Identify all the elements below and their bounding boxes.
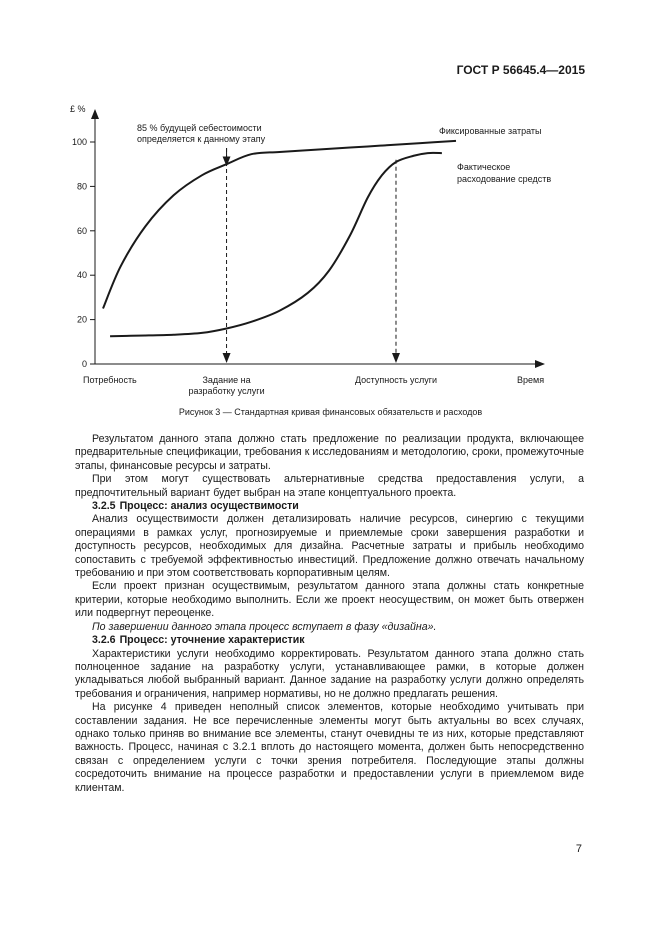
paragraph: Если проект признан осуществимым, результатом данного этапа должны стать конкретные критерии, которые необходимо выполнить. Если же проект неосуществим, он может быть отвержен или подвергнут переоценке. <box>75 580 584 620</box>
y-tick-label: 0 <box>81 359 87 369</box>
section-heading-3-2-5 <box>75 500 584 513</box>
x-stage-label: Доступность услуги <box>354 375 438 385</box>
y-tick-label: 100 <box>71 137 87 147</box>
page-number: 7 <box>575 843 582 855</box>
series-layer <box>103 141 456 336</box>
chart-annotations <box>137 123 551 184</box>
x-stage-label: Время <box>517 375 545 385</box>
annotation-actual-line1: Фактическое <box>457 162 511 172</box>
paragraph: Анализ осуществимости должен детализировать наличие ресурсов, синергию с текущими операциями в рамках услуг, прогнозируемые и приемлемые сроки завершения разработки и доступность ресурсов, необходимых для дизайна. Расчетные затраты и прибыль необходимо сопоставить с требуемой эффективностью инвестиций. Предложение должно отвечать начальному требованию и при этом соответствовать корпоративным целям. <box>75 513 584 580</box>
paragraph-italic: По завершении данного этапа процесс вступает в фазу «дизайна». <box>92 620 437 633</box>
section-number: 3.2.5 <box>92 500 116 513</box>
body-text <box>75 433 584 795</box>
annotation-fixed-costs: Фиксированные затраты <box>439 126 542 136</box>
paragraph: На рисунке 4 приведен неполный список элементов, которые необходимо учитывать при составлении задания. Не все перечисленные элементы могут быть актуальны во всех случаях, однако только приняв во внимание все элементы, станут очевидны те из них, которые представляют важность. Процесс, начиная с 3.2.1 вплоть до настоящего момента, должен быть непосредственно связан с определением услуги с точки зрения потребителя. Последующие этапы должны сосредоточить внимание на процессе разработки и предоставлении услуги в приемлемом виде клиентам. <box>75 701 584 794</box>
section-title: Процесс: анализ осуществимости <box>119 500 299 513</box>
cost-curve-figure <box>0 0 661 400</box>
x-stage-label: Задание на <box>202 375 251 385</box>
y-tick-label: 80 <box>76 181 87 192</box>
y-tick-label: 20 <box>76 314 87 325</box>
annotation-85-line1: 85 % будущей себестоимости <box>137 123 262 133</box>
y-tick-group <box>72 137 95 369</box>
annotation-actual-line2: расходование средств <box>457 174 552 184</box>
paragraph: Результатом данного этапа должно стать предложение по реализации продукта, включающее предварительные спецификации, требования к исследованиям и методологию, сроки, промежуточные этапы, финансовые ресурсы и затраты. <box>75 433 584 472</box>
x-stage-labels <box>83 375 544 396</box>
y-axis-label: £ % <box>70 104 86 114</box>
paragraph: При этом могут существовать альтернативные средства предоставления услуги, а предпочтительный вариант будет выбран на этапе концептуального проекта. <box>75 473 584 499</box>
series-line-actual-spending <box>110 153 442 336</box>
standard-header: ГОСТ Р 56645.4—2015 <box>456 63 585 77</box>
y-tick-label: 40 <box>76 270 87 281</box>
series-line-fixed-costs <box>103 141 456 309</box>
section-number: 3.2.6 <box>92 634 116 647</box>
section-title: Процесс: уточнение характеристик <box>119 634 305 647</box>
figure-caption: Рисунок 3 — Стандартная кривая финансовых обязательств и расходов <box>178 407 483 417</box>
x-stage-label: Потребность <box>83 375 137 385</box>
section-heading-3-2-6 <box>75 634 584 647</box>
marker-layer <box>227 148 396 362</box>
paragraph: Характеристики услуги необходимо корректировать. Результатом данного этапа должно стать полноценное задание на разработку услуги, устанавливающее рамки, в которые должен укладываться любой выбранный вариант. Данное задание на разработку услуги должно определять требования и ограничения, например нормативы, но не должно предлагать решения. <box>75 647 584 700</box>
x-stage-label: разработку услуги <box>188 386 265 396</box>
y-tick-label: 60 <box>76 225 87 236</box>
annotation-85-line2: определяется к данному этапу <box>137 134 266 144</box>
